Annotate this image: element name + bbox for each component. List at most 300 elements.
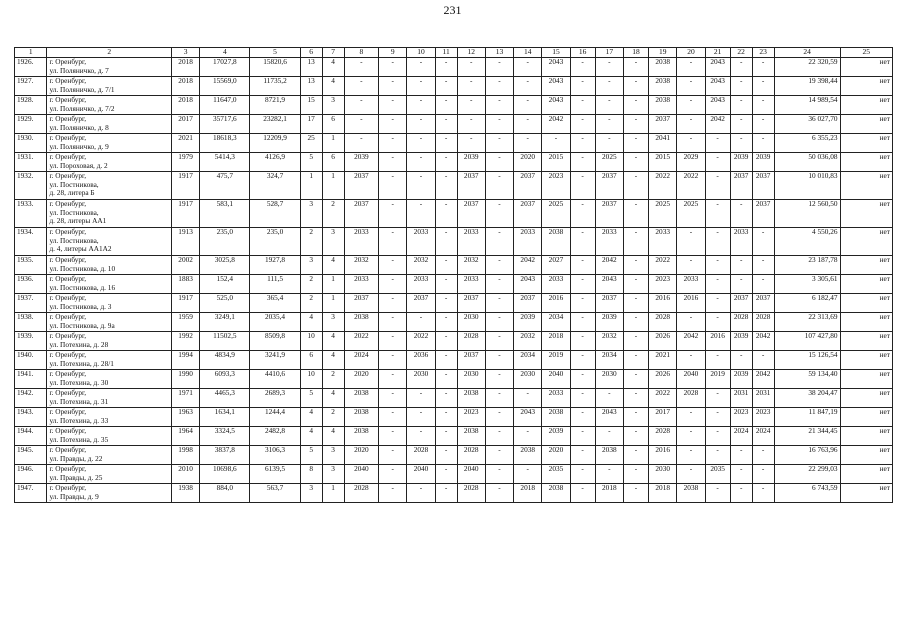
cell-col-6: 2	[300, 294, 322, 313]
cell-col-5: 563,7	[250, 484, 300, 503]
cell-col-16: -	[570, 465, 595, 484]
cell-col-15: -	[542, 134, 570, 153]
cell-col-8: 2038	[344, 408, 379, 427]
cell-col-6: 10	[300, 332, 322, 351]
cell-col-25: нет	[840, 58, 892, 77]
cell-col-21: -	[705, 153, 730, 172]
cell-col-10: -	[407, 96, 435, 115]
cell-col-9: -	[379, 256, 407, 275]
cell-col-21: 2016	[705, 332, 730, 351]
cell-col-4: 11502,5	[200, 332, 250, 351]
cell-col-4: 5414,3	[200, 153, 250, 172]
cell-col-16: -	[570, 332, 595, 351]
cell-col-5: 2482,8	[250, 427, 300, 446]
table-row	[15, 228, 893, 256]
table-row	[15, 134, 893, 153]
cell-col-19: 2033	[649, 228, 677, 256]
cell-col-15: 2035	[542, 465, 570, 484]
address-line: г. Оренбург,	[49, 407, 87, 416]
cell-col-18: -	[623, 313, 648, 332]
cell-col-13: -	[485, 408, 513, 427]
column-number-20: 20	[677, 48, 705, 58]
cell-col-12: -	[457, 115, 485, 134]
column-number-17: 17	[595, 48, 623, 58]
address-cell	[47, 200, 172, 228]
cell-col-22: -	[730, 484, 752, 503]
cell-col-15: 2015	[542, 153, 570, 172]
cell-col-23: -	[752, 115, 774, 134]
table-row	[15, 389, 893, 408]
cell-col-16: -	[570, 446, 595, 465]
row-number: 1947.	[15, 484, 47, 503]
cell-col-19: 2038	[649, 96, 677, 115]
cell-col-13: -	[485, 96, 513, 115]
cell-col-8: 2040	[344, 465, 379, 484]
cell-col-24: 38 204,47	[774, 389, 840, 408]
cell-col-17: -	[595, 427, 623, 446]
address-line: ул. Потехина, д. 31	[49, 396, 109, 406]
cell-col-18: -	[623, 427, 648, 446]
cell-col-5: 11735,2	[250, 77, 300, 96]
address-cell	[47, 351, 172, 370]
cell-col-11: -	[435, 256, 457, 275]
table-row	[15, 294, 893, 313]
cell-col-3: 2010	[171, 465, 199, 484]
cell-col-9: -	[379, 58, 407, 77]
cell-col-14: 2042	[514, 256, 542, 275]
cell-col-19: 2018	[649, 484, 677, 503]
cell-col-24: 22 320,59	[774, 58, 840, 77]
column-number-row	[15, 48, 893, 58]
cell-col-16: -	[570, 134, 595, 153]
page-number: 231	[443, 3, 462, 17]
cell-col-6: 3	[300, 256, 322, 275]
cell-col-9: -	[379, 153, 407, 172]
cell-col-16: -	[570, 351, 595, 370]
table-row	[15, 313, 893, 332]
cell-col-23: 2042	[752, 332, 774, 351]
cell-col-19: 2021	[649, 351, 677, 370]
cell-col-9: -	[379, 115, 407, 134]
cell-col-20: -	[677, 256, 705, 275]
cell-col-21: -	[705, 408, 730, 427]
cell-col-8: 2038	[344, 427, 379, 446]
cell-col-15: 2033	[542, 389, 570, 408]
cell-col-18: -	[623, 465, 648, 484]
address-line: ул. Постникова, д. 9а	[49, 320, 115, 330]
cell-col-10: 2028	[407, 446, 435, 465]
cell-col-25: нет	[840, 256, 892, 275]
cell-col-10: 2032	[407, 256, 435, 275]
cell-col-16: -	[570, 370, 595, 389]
cell-col-17: 2034	[595, 351, 623, 370]
column-number-1: 1	[15, 48, 47, 58]
row-number: 1937.	[15, 294, 47, 313]
table-row	[15, 77, 893, 96]
column-number-12: 12	[457, 48, 485, 58]
row-number: 1933.	[15, 200, 47, 228]
cell-col-22: -	[730, 115, 752, 134]
cell-col-21: -	[705, 389, 730, 408]
cell-col-5: 8721,9	[250, 96, 300, 115]
row-number: 1934.	[15, 228, 47, 256]
cell-col-20: 2033	[677, 275, 705, 294]
cell-col-22: -	[730, 465, 752, 484]
cell-col-9: -	[379, 96, 407, 115]
cell-col-13: -	[485, 256, 513, 275]
column-number-10: 10	[407, 48, 435, 58]
address-line: ул. Поляничко, д. 9	[49, 141, 109, 151]
address-line: г. Оренбург,	[49, 255, 87, 264]
cell-col-16: -	[570, 389, 595, 408]
cell-col-10: 2033	[407, 228, 435, 256]
cell-col-3: 1992	[171, 332, 199, 351]
row-number: 1942.	[15, 389, 47, 408]
table-row	[15, 465, 893, 484]
column-number-6: 6	[300, 48, 322, 58]
cell-col-4: 235,0	[200, 228, 250, 256]
cell-col-3: 1971	[171, 389, 199, 408]
cell-col-24: 22 299,03	[774, 465, 840, 484]
cell-col-6: 17	[300, 115, 322, 134]
cell-col-21: 2043	[705, 96, 730, 115]
cell-col-20: -	[677, 77, 705, 96]
cell-col-8: -	[344, 96, 379, 115]
cell-col-23: 2039	[752, 153, 774, 172]
row-number: 1944.	[15, 427, 47, 446]
cell-col-14: 2039	[514, 313, 542, 332]
cell-col-19: 2028	[649, 313, 677, 332]
cell-col-12: 2040	[457, 465, 485, 484]
cell-col-4: 10698,6	[200, 465, 250, 484]
cell-col-15: 2025	[542, 200, 570, 228]
address-line: ул. Поляничко, д. 8	[49, 122, 109, 132]
column-number-22: 22	[730, 48, 752, 58]
cell-col-4: 18618,3	[200, 134, 250, 153]
cell-col-13: -	[485, 370, 513, 389]
cell-col-24: 6 182,47	[774, 294, 840, 313]
cell-col-15: 2018	[542, 332, 570, 351]
cell-col-6: 5	[300, 446, 322, 465]
cell-col-7: 1	[322, 484, 344, 503]
cell-col-17: -	[595, 134, 623, 153]
cell-col-13: -	[485, 313, 513, 332]
cell-col-25: нет	[840, 115, 892, 134]
cell-col-5: 3241,9	[250, 351, 300, 370]
cell-col-8: 2038	[344, 313, 379, 332]
cell-col-10: -	[407, 484, 435, 503]
table-row	[15, 408, 893, 427]
cell-col-10: 2033	[407, 275, 435, 294]
address-line: г. Оренбург,	[49, 227, 87, 236]
address-line: ул. Потехина, д. 28	[49, 339, 109, 349]
cell-col-24: 12 560,50	[774, 200, 840, 228]
row-number: 1941.	[15, 370, 47, 389]
cell-col-8: -	[344, 134, 379, 153]
cell-col-17: -	[595, 58, 623, 77]
cell-col-20: 2038	[677, 484, 705, 503]
cell-col-15: 2027	[542, 256, 570, 275]
cell-col-8: 2024	[344, 351, 379, 370]
cell-col-7: 1	[322, 275, 344, 294]
cell-col-11: -	[435, 408, 457, 427]
cell-col-3: 1964	[171, 427, 199, 446]
cell-col-17: 2030	[595, 370, 623, 389]
cell-col-17: 2037	[595, 172, 623, 200]
cell-col-9: -	[379, 465, 407, 484]
cell-col-18: -	[623, 58, 648, 77]
cell-col-22: 2039	[730, 153, 752, 172]
cell-col-25: нет	[840, 351, 892, 370]
cell-col-22: -	[730, 275, 752, 294]
cell-col-20: -	[677, 96, 705, 115]
cell-col-18: -	[623, 484, 648, 503]
cell-col-7: 2	[322, 408, 344, 427]
cell-col-21: -	[705, 134, 730, 153]
cell-col-18: -	[623, 275, 648, 294]
cell-col-16: -	[570, 275, 595, 294]
address-line: д. 28, литеры АА1	[49, 216, 107, 226]
cell-col-10: -	[407, 408, 435, 427]
row-number: 1938.	[15, 313, 47, 332]
cell-col-12: -	[457, 96, 485, 115]
cell-col-23: -	[752, 256, 774, 275]
cell-col-3: 1994	[171, 351, 199, 370]
cell-col-25: нет	[840, 389, 892, 408]
cell-col-19: 2015	[649, 153, 677, 172]
cell-col-11: -	[435, 134, 457, 153]
cell-col-11: -	[435, 484, 457, 503]
address-cell	[47, 484, 172, 503]
cell-col-5: 23282,1	[250, 115, 300, 134]
cell-col-14: 2043	[514, 275, 542, 294]
cell-col-3: 2021	[171, 134, 199, 153]
cell-col-20: 2022	[677, 172, 705, 200]
cell-col-19: 2026	[649, 370, 677, 389]
cell-col-3: 1990	[171, 370, 199, 389]
cell-col-11: -	[435, 200, 457, 228]
cell-col-12: 2039	[457, 153, 485, 172]
address-cell	[47, 228, 172, 256]
row-number: 1930.	[15, 134, 47, 153]
cell-col-4: 3837,8	[200, 446, 250, 465]
cell-col-4: 35717,6	[200, 115, 250, 134]
cell-col-15: 2039	[542, 427, 570, 446]
cell-col-7: 1	[322, 134, 344, 153]
cell-col-14: 2030	[514, 370, 542, 389]
cell-col-4: 884,0	[200, 484, 250, 503]
address-line: ул. Потехина, д. 28/1	[49, 358, 114, 368]
cell-col-22: -	[730, 256, 752, 275]
cell-col-25: нет	[840, 484, 892, 503]
address-line: г. Оренбург,	[49, 171, 87, 180]
cell-col-9: -	[379, 427, 407, 446]
cell-col-17: 2043	[595, 408, 623, 427]
cell-col-25: нет	[840, 228, 892, 256]
column-number-18: 18	[623, 48, 648, 58]
cell-col-23: 2037	[752, 294, 774, 313]
cell-col-5: 2035,4	[250, 313, 300, 332]
address-cell	[47, 389, 172, 408]
cell-col-12: -	[457, 58, 485, 77]
cell-col-24: 107 427,80	[774, 332, 840, 351]
cell-col-18: -	[623, 153, 648, 172]
cell-col-15: 2043	[542, 77, 570, 96]
cell-col-7: 1	[322, 172, 344, 200]
cell-col-15: 2038	[542, 228, 570, 256]
cell-col-17: 2032	[595, 332, 623, 351]
cell-col-23: -	[752, 351, 774, 370]
address-cell	[47, 96, 172, 115]
cell-col-21: 2019	[705, 370, 730, 389]
cell-col-20: 2025	[677, 200, 705, 228]
address-line: ул. Постникова,	[49, 207, 99, 217]
cell-col-7: 3	[322, 446, 344, 465]
cell-col-16: -	[570, 313, 595, 332]
cell-col-7: 4	[322, 427, 344, 446]
cell-col-14: -	[514, 389, 542, 408]
cell-col-7: 3	[322, 96, 344, 115]
cell-col-14: -	[514, 134, 542, 153]
table-row	[15, 153, 893, 172]
cell-col-20: -	[677, 313, 705, 332]
cell-col-6: 8	[300, 465, 322, 484]
cell-col-9: -	[379, 389, 407, 408]
cell-col-23: 2031	[752, 389, 774, 408]
cell-col-21: -	[705, 294, 730, 313]
cell-col-11: -	[435, 153, 457, 172]
cell-col-13: -	[485, 446, 513, 465]
cell-col-25: нет	[840, 465, 892, 484]
cell-col-18: -	[623, 96, 648, 115]
cell-col-23: -	[752, 58, 774, 77]
cell-col-17: 2042	[595, 256, 623, 275]
cell-col-9: -	[379, 77, 407, 96]
address-line: г. Оренбург,	[49, 114, 87, 123]
column-number-4: 4	[200, 48, 250, 58]
address-line: г. Оренбург,	[49, 312, 87, 321]
cell-col-15: 2042	[542, 115, 570, 134]
cell-col-17: -	[595, 465, 623, 484]
cell-col-7: 2	[322, 370, 344, 389]
table-row	[15, 332, 893, 351]
cell-col-9: -	[379, 484, 407, 503]
cell-col-13: -	[485, 389, 513, 408]
address-line: ул. Постникова, д. 10	[49, 263, 116, 273]
cell-col-8: 2020	[344, 446, 379, 465]
address-line: ул. Правды, д. 22	[49, 453, 103, 463]
cell-col-19: 2030	[649, 465, 677, 484]
cell-col-19: 2022	[649, 389, 677, 408]
cell-col-7: 4	[322, 77, 344, 96]
address-cell	[47, 275, 172, 294]
address-cell	[47, 134, 172, 153]
cell-col-25: нет	[840, 370, 892, 389]
cell-col-13: -	[485, 427, 513, 446]
address-line: г. Оренбург,	[49, 445, 87, 454]
cell-col-20: -	[677, 134, 705, 153]
cell-col-12: 2028	[457, 484, 485, 503]
cell-col-14: 2034	[514, 351, 542, 370]
cell-col-20: -	[677, 58, 705, 77]
cell-col-3: 1913	[171, 228, 199, 256]
cell-col-19: 2025	[649, 200, 677, 228]
cell-col-6: 25	[300, 134, 322, 153]
address-cell	[47, 153, 172, 172]
cell-col-11: -	[435, 96, 457, 115]
cell-col-17: 2039	[595, 313, 623, 332]
cell-col-10: 2022	[407, 332, 435, 351]
cell-col-18: -	[623, 351, 648, 370]
cell-col-11: -	[435, 313, 457, 332]
cell-col-17: 2037	[595, 294, 623, 313]
cell-col-5: 12209,9	[250, 134, 300, 153]
cell-col-4: 11647,0	[200, 96, 250, 115]
row-number: 1928.	[15, 96, 47, 115]
cell-col-10: -	[407, 389, 435, 408]
cell-col-11: -	[435, 465, 457, 484]
table-row	[15, 446, 893, 465]
cell-col-18: -	[623, 446, 648, 465]
cell-col-8: 2022	[344, 332, 379, 351]
cell-col-11: -	[435, 370, 457, 389]
cell-col-13: -	[485, 294, 513, 313]
cell-col-24: 59 134,40	[774, 370, 840, 389]
cell-col-6: 13	[300, 58, 322, 77]
address-line: г. Оренбург,	[49, 57, 87, 66]
cell-col-22: -	[730, 351, 752, 370]
cell-col-21: 2043	[705, 77, 730, 96]
cell-col-10: -	[407, 427, 435, 446]
cell-col-6: 3	[300, 484, 322, 503]
cell-col-11: -	[435, 294, 457, 313]
cell-col-19: 2016	[649, 446, 677, 465]
cell-col-12: 2023	[457, 408, 485, 427]
registry-table-wrapper	[14, 47, 893, 503]
cell-col-4: 1634,1	[200, 408, 250, 427]
cell-col-24: 22 313,69	[774, 313, 840, 332]
cell-col-16: -	[570, 77, 595, 96]
column-number-23: 23	[752, 48, 774, 58]
cell-col-25: нет	[840, 134, 892, 153]
cell-col-17: 2038	[595, 446, 623, 465]
cell-col-23: -	[752, 446, 774, 465]
cell-col-23: -	[752, 77, 774, 96]
cell-col-7: 3	[322, 313, 344, 332]
address-cell	[47, 313, 172, 332]
cell-col-24: 36 027,70	[774, 115, 840, 134]
cell-col-3: 1917	[171, 294, 199, 313]
cell-col-3: 2017	[171, 115, 199, 134]
address-cell	[47, 370, 172, 389]
cell-col-25: нет	[840, 200, 892, 228]
cell-col-5: 6139,5	[250, 465, 300, 484]
cell-col-6: 5	[300, 153, 322, 172]
cell-col-22: 2031	[730, 389, 752, 408]
cell-col-12: 2028	[457, 446, 485, 465]
row-number: 1927.	[15, 77, 47, 96]
cell-col-22: 2028	[730, 313, 752, 332]
cell-col-16: -	[570, 294, 595, 313]
cell-col-22: 2024	[730, 427, 752, 446]
address-line: ул. Пороховая, д. 2	[49, 160, 108, 170]
cell-col-10: 2030	[407, 370, 435, 389]
cell-col-18: -	[623, 134, 648, 153]
cell-col-23: 2042	[752, 370, 774, 389]
cell-col-11: -	[435, 172, 457, 200]
cell-col-9: -	[379, 313, 407, 332]
cell-col-23: 2028	[752, 313, 774, 332]
